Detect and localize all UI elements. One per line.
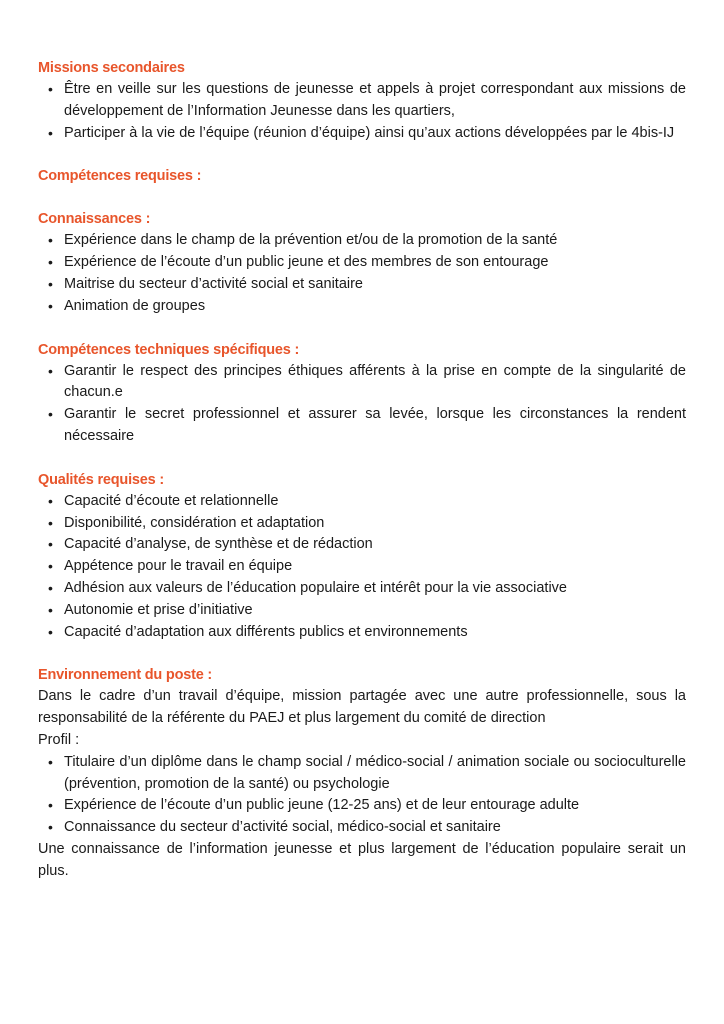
bullet-icon: •	[48, 297, 53, 314]
list-item: • Capacité d’écoute et relationnelle	[38, 491, 686, 513]
bullet-icon: •	[48, 254, 53, 271]
heading-missions-secondaires: Missions secondaires	[38, 60, 185, 76]
list-item: • Capacité d’analyse, de synthèse et de rédaction	[38, 534, 686, 556]
bullet-icon: •	[48, 406, 53, 423]
list-item: • Expérience de l’écoute d’un public jeune (12-25 ans) et de leur entourage adulte	[38, 795, 686, 817]
bullet-icon: •	[48, 275, 53, 292]
list-item: • Disponibilité, considération et adaptation	[38, 513, 686, 535]
heading-qualites: Qualités requises :	[38, 471, 164, 488]
list-profil	[38, 752, 686, 839]
list-item: • Expérience dans le champ de la prévention et/ou de la promotion de la santé	[38, 230, 686, 252]
section-environnement	[38, 665, 686, 882]
list-item: • Animation de groupes	[38, 296, 686, 318]
bullet-icon: •	[48, 492, 53, 509]
heading-competences-techniques: Compétences techniques spécifiques :	[38, 341, 300, 358]
list-item: • Garantir le secret professionnel et assurer sa levée, lorsque les circonstances la rendent nécessaire	[48, 406, 686, 444]
section-missions-secondaires	[38, 58, 686, 144]
bullet-icon: •	[48, 623, 53, 640]
bullet-icon: •	[48, 753, 53, 770]
section-competences-techniques	[38, 340, 686, 448]
heading-connaissances: Connaissances :	[38, 211, 151, 228]
section-connaissances	[38, 209, 686, 317]
bullet-icon: •	[48, 579, 53, 596]
heading-environnement: Environnement du poste :	[38, 667, 213, 684]
list-competences-techniques	[38, 361, 686, 448]
list-item: • Participer à la vie de l’équipe (réunion d’équipe) ainsi qu’aux actions développées par le 4bis-IJ	[38, 123, 686, 145]
list-item: • Adhésion aux valeurs de l’éducation populaire et intérêt pour la vie associative	[38, 578, 686, 600]
list-item: • Connaissance du secteur d’activité social, médico-social et sanitaire	[38, 817, 686, 839]
list-item: • Être en veille sur les questions de jeunesse et appels à projet correspondant aux missions de développement de l’Information Jeunesse dans les quartiers,	[48, 81, 686, 119]
environnement-closing: Une connaissance de l’information jeunesse et plus largement de l’éducation populaire serait un plus.	[38, 840, 686, 879]
list-item: • Capacité d’adaptation aux différents publics et environnements	[38, 622, 686, 644]
bullet-icon: •	[48, 81, 53, 97]
list-item: • Garantir le respect des principes éthiques afférents à la prise en compte de la singularité de chacun.e	[48, 362, 686, 401]
list-item: • Maitrise du secteur d’activité social et sanitaire	[38, 274, 686, 296]
list-missions-secondaires	[38, 79, 686, 144]
list-item: • Titulaire d’un diplôme dans le champ social / médico-social / animation sociale ou socioculturelle (prévention, promotion de la santé) ou psychologie	[48, 753, 686, 792]
heading-competences-requises: Compétences requises :	[38, 168, 202, 185]
bullet-icon: •	[48, 797, 53, 814]
list-item: • Appétence pour le travail en équipe	[38, 556, 686, 578]
bullet-icon: •	[48, 819, 53, 836]
list-item: • Expérience de l’écoute d’un public jeune et des membres de son entourage	[38, 252, 686, 274]
list-qualites	[38, 491, 686, 644]
bullet-icon: •	[48, 558, 53, 575]
bullet-icon: •	[48, 232, 53, 249]
profil-label: Profil :	[38, 731, 80, 748]
section-qualites	[38, 470, 686, 644]
bullet-icon: •	[48, 124, 53, 141]
bullet-icon: •	[48, 601, 53, 618]
list-connaissances	[38, 230, 686, 317]
environnement-intro: Dans le cadre d’un travail d’équipe, mission partagée avec une autre professionnelle, sous la responsabilité de la référente du PAEJ et plus largement du comité de direction	[38, 688, 686, 727]
list-item: • Autonomie et prise d’initiative	[38, 600, 686, 622]
bullet-icon: •	[48, 536, 53, 553]
bullet-icon: •	[48, 362, 53, 379]
bullet-icon: •	[48, 514, 53, 531]
